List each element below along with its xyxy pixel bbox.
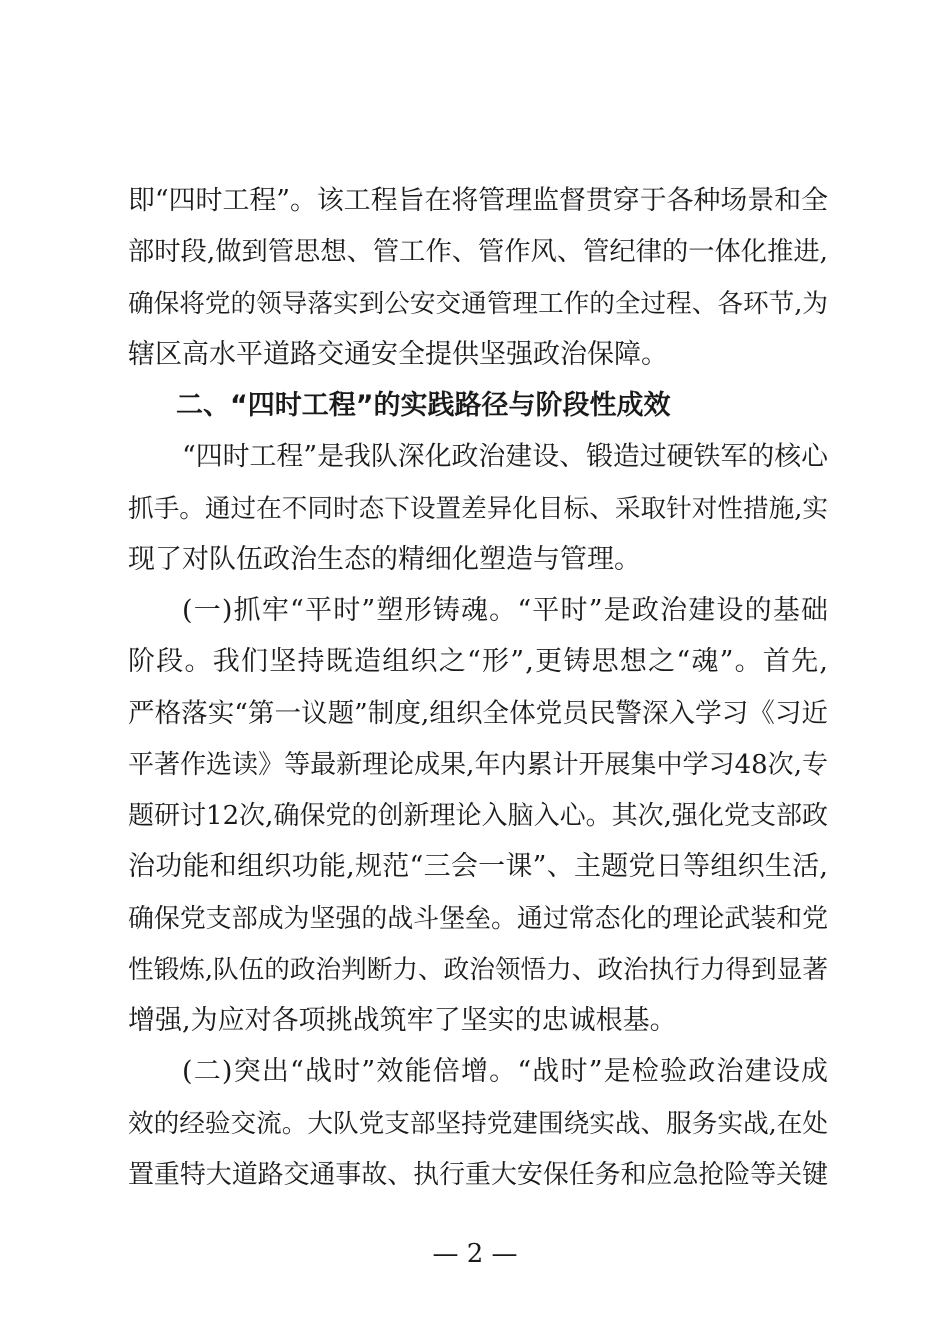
text-line — [0, 1052, 950, 1092]
text-line-content: 效的经验交流。大队党支部坚持党建围绕实战、服务实战,在处 — [128, 1108, 828, 1139]
text-line-content: 增强,为应对各项挑战筑牢了坚实的忠诚根基。 — [128, 1005, 677, 1036]
page-number: — 2 — — [432, 1239, 518, 1269]
text-line-content: 确保将党的领导落实到公安交通管理工作的全过程、各环节,为 — [128, 288, 828, 319]
text-line — [0, 1001, 950, 1041]
text-line-content: (一)抓牢“平时”塑形铸魂。“平时”是政治建设的基础 — [182, 595, 830, 626]
text-line-content: 确保党支部成为坚强的战斗堡垒。通过常态化的理论武装和党 — [128, 903, 828, 934]
text-line — [0, 1104, 950, 1144]
text-line-content: 置重特大道路交通事故、执行重大安保任务和应急抢险等关键 — [128, 1159, 828, 1190]
text-line-content: 辖区高水平道路交通安全提供坚强政治保障。 — [128, 338, 668, 370]
text-line — [0, 1155, 950, 1195]
text-line-content: 二、“四时工程”的实践路径与阶段性成效 — [176, 390, 671, 421]
text-line — [0, 745, 950, 785]
text-line-content: 题研讨12次,确保党的创新理论入脑入心。其次,强化党支部政 — [128, 801, 828, 831]
text-line — [0, 796, 950, 836]
text-line-content: 平著作选读》等最新理论成果,年内累计开展集中学习48次,专 — [128, 749, 828, 780]
text-line — [0, 899, 950, 939]
text-line-content: 部时段,做到管思想、管工作、管作风、管纪律的一体化推进, — [128, 237, 828, 268]
section-heading — [0, 386, 950, 426]
text-line-content: 现了对队伍政治生态的精细化塑造与管理。 — [128, 543, 641, 575]
text-line — [0, 591, 950, 631]
text-line — [0, 284, 950, 324]
text-line-content: 严格落实“第一议题”制度,组织全体党员民警深入学习《习近 — [128, 697, 828, 729]
text-line-content: “四时工程”是我队深化政治建设、锻造过硬铁军的核心 — [182, 441, 829, 473]
text-line — [0, 540, 950, 580]
text-line-content: 阶段。我们坚持既造组织之“形”,更铸思想之“魂”。首先, — [128, 646, 830, 678]
text-line — [0, 847, 950, 887]
text-line-content: (二)突出“战时”效能倍增。“战时”是检验政治建设成 — [182, 1056, 830, 1088]
text-line-content: 治功能和组织功能,规范“三会一课”、主题党日等组织生活, — [128, 851, 829, 883]
text-line-content: 抓手。通过在不同时态下设置差异化目标、采取针对性措施,实 — [128, 493, 828, 524]
text-line — [0, 694, 950, 734]
text-line — [0, 642, 950, 682]
text-line — [0, 489, 950, 529]
text-line — [0, 181, 950, 221]
text-line — [0, 437, 950, 477]
text-line — [0, 232, 950, 272]
text-line-content: 即“四时工程”。该工程旨在将管理监督贯穿于各种场景和全 — [128, 185, 829, 216]
text-line-content: 性锻炼,队伍的政治判断力、政治领悟力、政治执行力得到显著 — [128, 954, 828, 985]
text-line — [0, 950, 950, 990]
text-line — [0, 335, 950, 375]
